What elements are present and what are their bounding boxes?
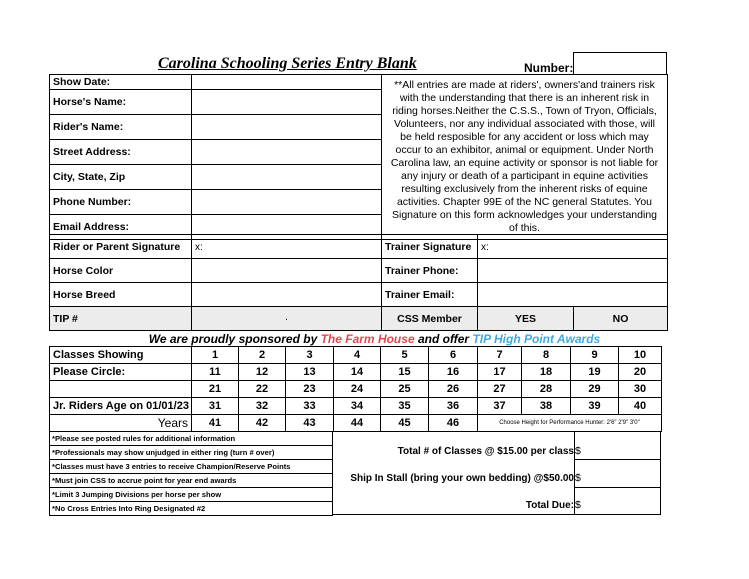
email-address-label: Email Address: [50,214,192,239]
trainer-email-field[interactable] [478,283,668,307]
details-table [49,234,668,331]
class-number[interactable]: 43 [286,415,334,432]
class-number[interactable]: 22 [239,381,286,398]
rider-name-label: Rider's Name: [50,114,192,139]
class-row [50,398,662,415]
class-row [50,415,662,432]
horse-name-field[interactable] [192,89,382,114]
class-number[interactable]: 32 [239,398,286,415]
horse-breed-label: Horse Breed [50,283,192,307]
trainer-signature-field[interactable] [478,235,668,259]
class-number[interactable]: 11 [192,364,239,381]
note-item: *No Cross Entries Into Ring Designated #2 [50,502,333,516]
class-row [50,364,662,381]
class-number[interactable]: 28 [522,381,571,398]
show-date-label: Show Date: [50,75,192,90]
form-title: Carolina Schooling Series Entry Blank [158,55,417,72]
class-number[interactable]: 44 [334,415,381,432]
info-table [49,74,668,240]
class-number[interactable]: 29 [571,381,619,398]
css-yes-option[interactable]: YES [478,307,574,331]
city-state-zip-field[interactable] [192,164,382,189]
class-number[interactable]: 21 [192,381,239,398]
class-number[interactable]: 5 [381,347,429,364]
notes-table [49,431,333,516]
class-number[interactable]: 9 [571,347,619,364]
class-number[interactable]: 1 [192,347,239,364]
class-number[interactable]: 14 [334,364,381,381]
class-number[interactable]: 27 [478,381,522,398]
class-row [50,347,662,364]
class-number[interactable]: 41 [192,415,239,432]
class-number[interactable]: 3 [286,347,334,364]
class-number[interactable]: 17 [478,364,522,381]
please-circle-label: Please Circle: [50,364,192,381]
horse-color-label: Horse Color [50,259,192,283]
tip-mark: · [284,312,289,325]
horse-breed-field[interactable] [192,283,382,307]
blank-row-label [50,381,192,398]
tip-field[interactable] [192,307,382,331]
class-number[interactable]: 16 [429,364,478,381]
class-number[interactable]: 24 [334,381,381,398]
class-number[interactable]: 6 [429,347,478,364]
phone-number-field[interactable] [192,189,382,214]
ship-in-stall-label: Ship In Stall (bring your own bedding) @$50.00 [350,473,574,484]
class-number[interactable]: 10 [619,347,662,364]
class-number[interactable]: 34 [334,398,381,415]
note-item: *Limit 3 Jumping Divisions per horse per show [50,488,333,502]
class-number[interactable]: 36 [429,398,478,415]
city-state-zip-label: City, State, Zip [50,164,192,189]
total-due-label: Total Due: [525,500,574,511]
class-number[interactable]: 39 [571,398,619,415]
class-number[interactable]: 35 [381,398,429,415]
phone-number-label: Phone Number: [50,189,192,214]
sponsor-line [0,332,749,346]
class-number[interactable]: 2 [239,347,286,364]
trainer-phone-field[interactable] [478,259,668,283]
sponsor-tip-awards: TIP High Point Awards [472,332,601,346]
class-number[interactable]: 12 [239,364,286,381]
note-item: *Classes must have 3 entries to receive Champion/Reserve Points [50,460,333,474]
class-number[interactable]: 40 [619,398,662,415]
ship-in-line [575,487,661,488]
fees-divider [574,432,575,515]
css-member-label: CSS Member [382,307,478,331]
class-number[interactable]: 46 [429,415,478,432]
class-number[interactable]: 13 [286,364,334,381]
rider-x-mark: x: [195,241,203,253]
sponsor-mid: and offer [417,332,470,346]
number-label: Number: [524,61,574,75]
hunter-height-note: Choose Height for Performance Hunter: 2'6" 2'9" 3'0" [478,415,662,432]
class-number[interactable]: 23 [286,381,334,398]
class-number[interactable]: 15 [381,364,429,381]
horse-color-field[interactable] [192,259,382,283]
rider-signature-label: Rider or Parent Signature [50,235,192,259]
liability-disclaimer: **All entries are made at riders', owners'and trainers risk with the understanding that there is an inherent risk in riding horses.Neither the C.S.S., Town of Tryon, Officials, Volunteers, nor any individual associated with those, will be held resposible for any accident or loss which may occur to an exhibitor, animal or equipment. Under North Carolina law, an equine activity or sponsor is not liable for any injury or death of a participant in equine activities resulting exclusively from the inherent risks of equine activities. Chapter 99E of the NC general Statutes. You Signature on this form acknowledges your understanding of this. [382,75,668,240]
class-number[interactable]: 26 [429,381,478,398]
class-number[interactable]: 42 [239,415,286,432]
class-number[interactable]: 38 [522,398,571,415]
street-address-field[interactable] [192,139,382,164]
class-number[interactable]: 18 [522,364,571,381]
class-number[interactable]: 25 [381,381,429,398]
total-due-dollar: $ [575,499,581,511]
trainer-signature-label: Trainer Signature [382,235,478,259]
trainer-x-mark: x: [481,241,489,253]
note-item: *Please see posted rules for additional information [50,432,333,446]
class-number[interactable]: 37 [478,398,522,415]
jr-riders-age-label: Jr. Riders Age on 01/01/23 [50,398,192,415]
total-classes-label: Total # of Classes @ $15.00 per class [397,446,574,457]
class-number[interactable]: 45 [381,415,429,432]
class-number[interactable]: 8 [522,347,571,364]
ship-in-dollar: $ [575,472,581,484]
total-classes-line [575,459,661,460]
class-number[interactable]: 20 [619,364,662,381]
sponsor-farm-house: The Farm House [320,332,415,346]
class-number[interactable]: 30 [619,381,662,398]
css-no-option[interactable]: NO [574,307,668,331]
class-number[interactable]: 33 [286,398,334,415]
classes-table [49,346,662,432]
street-address-label: Street Address: [50,139,192,164]
class-number[interactable]: 4 [334,347,381,364]
sponsor-pre: We are proudly sponsored by [148,332,318,346]
tip-label: TIP # [50,307,192,331]
show-date-field[interactable] [192,75,382,90]
class-row [50,381,662,398]
number-field[interactable] [573,52,667,75]
fees-box [333,431,661,515]
note-item: *Professionals may show unjudged in either ring (turn # over) [50,446,333,460]
classes-showing-label: Classes Showing [50,347,192,364]
note-item: *Must join CSS to accrue point for year end awards [50,474,333,488]
trainer-email-label: Trainer Email: [382,283,478,307]
total-classes-dollar: $ [575,445,581,457]
horse-name-label: Horse's Name: [50,89,192,114]
class-number[interactable]: 19 [571,364,619,381]
rider-signature-field[interactable] [192,235,382,259]
years-label: Years [50,415,192,432]
rider-name-field[interactable] [192,114,382,139]
class-number[interactable]: 7 [478,347,522,364]
trainer-phone-label: Trainer Phone: [382,259,478,283]
class-number[interactable]: 31 [192,398,239,415]
